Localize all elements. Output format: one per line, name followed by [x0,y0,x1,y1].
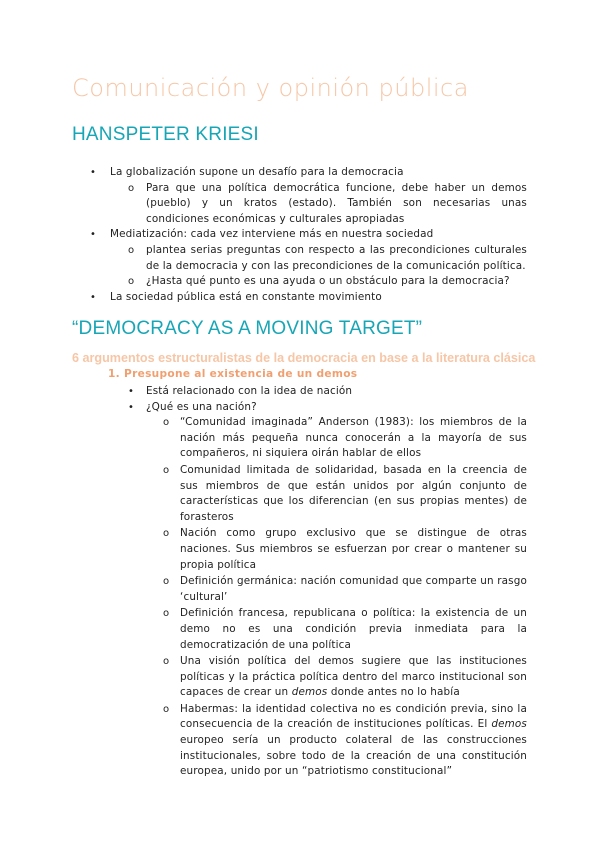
list-item-text: Definición germánica: nación comunidad que comparte un rasgo ‘cultural’ [180,575,527,603]
sub-bullet-marker: o [128,244,135,256]
sub-bullet-marker: o [163,417,170,429]
list-item [72,165,527,181]
sub-bullet-marker: o [163,703,170,715]
list-item-text: Mediatización: cada vez interviene más en nuestra sociedad [110,228,434,241]
list-item-text: Habermas: la identidad colectiva no es condición previa, sino la consecuencia de la creación de instituciones políticas. El demos europeo sería un producto colateral de las construcciones institucionales, sobre todo de la creación de una constitución europea, unido por un “patriotismo constitucional” [180,702,527,778]
list-item [108,526,527,573]
section2-heading: “DEMOCRACY AS A MOVING TARGET” [72,318,423,339]
list-item-text: Nación como grupo exclusivo que se distingue de otras naciones. Sus miembros se esfuerzan por crear o mantener su propia política [180,527,527,571]
author-heading: HANSPETER KRIESI [72,124,259,145]
list-item-text: La globalización supone un desafío para la democracia [110,166,404,178]
list-item [108,400,527,416]
list-item-text: ¿Hasta qué punto es una ayuda o un obstáculo para la democracia? [146,275,510,288]
list-item [108,574,527,605]
numbered-heading [108,368,357,380]
list-item-text: Una visión política del demos sugiere que las instituciones políticas y la práctica política dentro del marco institucional son capaces de crear un demos donde antes no lo había [180,655,527,699]
numbered-heading-number: 1. [108,368,120,380]
list-item [108,463,527,525]
list-item [108,702,527,780]
list-item [72,243,527,274]
emphasis-term: demos [291,686,328,699]
bullet-marker: • [128,401,135,413]
document-title: Comunicación y opinión pública [72,74,469,102]
list-item [72,227,527,243]
emphasis-term: demos [491,718,527,731]
sub-bullet-marker: o [128,276,135,288]
sub-bullet-marker: o [163,576,170,588]
bullet-marker: • [128,386,135,397]
bullet-marker: • [90,291,97,303]
sub-bullet-marker: o [163,656,170,668]
section1-list [72,165,527,305]
list-item [108,654,527,701]
list-item-text: La sociedad pública está en constante movimiento [110,290,382,303]
subsection-heading: 6 argumentos estructuralistas de la democracia en base a la literatura clásica [72,351,536,365]
section2-list [108,384,527,781]
sub-bullet-marker: o [163,464,170,476]
numbered-heading-text: Presupone al existencia de un demos [124,368,358,380]
list-item-text: Comunidad limitada de solidaridad, basada en la creencia de sus miembros de que están unidos por algún conjunto de características que los diferencian (en sus propias mentes) de forasteros [180,463,527,523]
sub-bullet-marker: o [163,608,170,620]
list-item [108,384,527,400]
list-item-text: Para que una política democrática funcione, debe haber un demos (pueblo) y un kratos (estado). También son necesarias unas condiciones económicas y culturales apropiadas [146,181,527,225]
sub-bullet-marker: o [128,182,135,194]
list-item [72,274,527,290]
list-item [108,606,527,653]
list-item [72,290,527,306]
list-item-text: ¿Qué es una nación? [146,400,257,413]
list-item [108,415,527,462]
list-item-text: “Comunidad imaginada” Anderson (1983): los miembros de la nación más pequeña nunca conocerán a la mayoría de sus compañeros, ni siquiera oirán hablar de ellos [180,416,527,460]
bullet-marker: • [90,229,97,241]
list-item-text: plantea serias preguntas con respecto a las precondiciones culturales de la democracia y con las precondiciones de la comunicación política. [146,243,527,272]
bullet-marker: • [90,167,97,178]
list-item-text: Está relacionado con la idea de nación [146,385,353,397]
sub-bullet-marker: o [163,528,170,540]
list-item [72,181,527,228]
list-item-text: Definición francesa, republicana o política: la existencia de un demo no es una condición previa inmediata para la democratización de una política [180,607,527,651]
